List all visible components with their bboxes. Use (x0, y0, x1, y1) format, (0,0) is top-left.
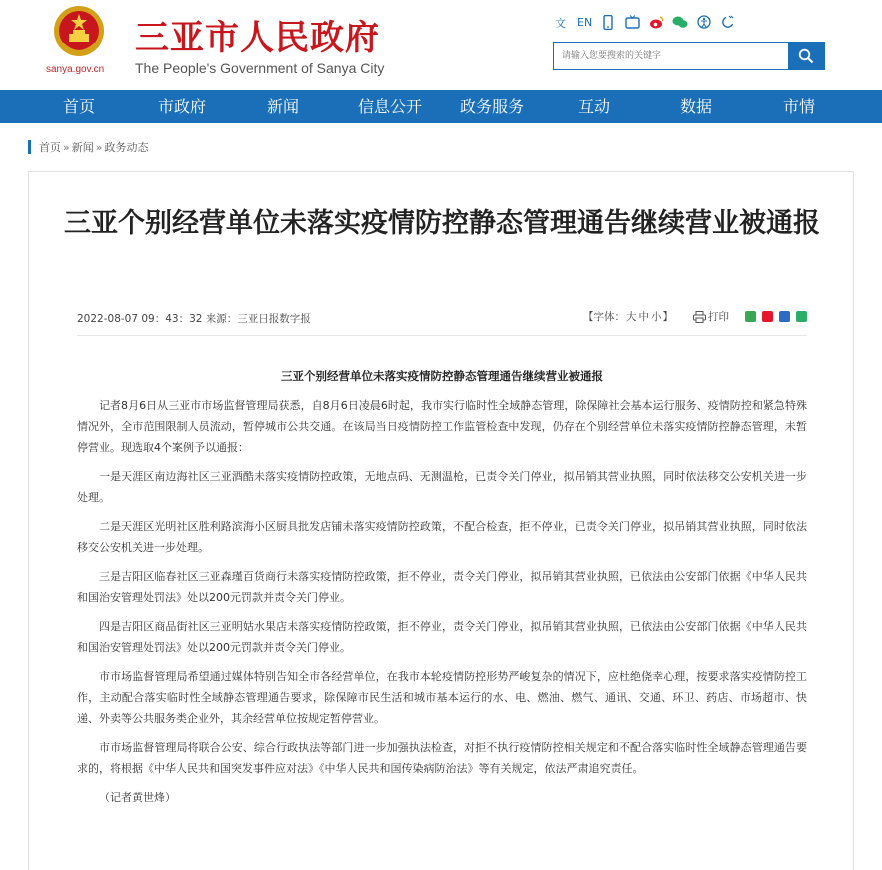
breadcrumb-marker (28, 140, 31, 154)
breadcrumb-home[interactable]: 首页 (39, 141, 61, 154)
nav-item-info-disclosure[interactable]: 信息公开 (357, 97, 422, 116)
article-tools (583, 309, 807, 324)
font-size-large[interactable]: 大 (626, 311, 637, 323)
article-paragraph: 记者8月6日从三亚市市场监督管理局获悉，自8月6日凌晨6时起，我市实行临时性全域静态管理，除保障社会基本运行服务、疫情防控和紧急特殊情况外，全市范围限制人员流动，暂停城市公共交通。在该局当日疫情防控工作监管检查中发现，仍存在个别经营单位未落实疫情防控静态管理，未暂停营业。现选取4个案例予以通报： (77, 399, 807, 454)
breadcrumb-news[interactable]: 新闻 (71, 141, 94, 154)
english-link[interactable]: EN (577, 15, 593, 29)
national-emblem-icon[interactable] (52, 4, 106, 62)
print-label: 打印 (708, 311, 729, 323)
article-paragraph: 一是天涯区南边海社区三亚酒酷未落实疫情防控政策，无地点码、无测温枪，已责令关门停业，拟吊销其营业执照，同时依法移交公安机关进一步处理。 (77, 470, 807, 504)
article-date-source (77, 311, 311, 326)
nav-item-news[interactable]: 新闻 (266, 97, 299, 116)
font-size-medium[interactable]: 中 (638, 311, 649, 323)
printer-icon (693, 311, 706, 323)
share-qzone-icon[interactable] (745, 311, 756, 322)
main-nav (0, 90, 882, 123)
article-paragraph: 二是天涯区光明社区胜利路滨海小区厨具批发店铺未落实疫情防控政策，不配合检查，拒不停业，已责令关门停业，拟吊销其营业执照，同时依法移交公安机关进一步处理。 (77, 520, 807, 554)
print-button[interactable] (693, 309, 729, 324)
article-date: 2022-08-07 09：43：32 (77, 313, 203, 325)
font-size-label: 【字体： (583, 311, 625, 323)
search-input[interactable] (554, 43, 789, 69)
nav-item-city-info[interactable]: 市情 (782, 97, 815, 116)
article-body (77, 366, 807, 808)
weibo-icon[interactable] (648, 14, 664, 30)
nav-item-home[interactable]: 首页 (62, 97, 95, 116)
site-url: sanya.gov.cn (46, 64, 105, 75)
meta-divider (77, 335, 807, 336)
article-paragraph: 市市场监督管理局将联合公安、综合行政执法等部门进一步加强执法检查，对拒不执行疫情防控相关规定和不配合落实临时性全域静态管理通告要求的，将根据《中华人民共和国突发事件应对法》《中华人民共和国传染病防治法》等有关规定，依法严肃追究责任。 (77, 741, 807, 775)
svg-text:文: 文 (554, 16, 566, 29)
site-title[interactable]: 三亚市人民政府 (135, 18, 380, 58)
nav-item-gov-services[interactable]: 政务服务 (459, 97, 524, 116)
article-paragraph: 市市场监督管理局希望通过媒体特别告知全市各经营单位，在我市本轮疫情防控形势严峻复杂的情况下，应杜绝侥幸心理，按要求落实疫情防控工作，主动配合落实临时性全域静态管理通告要求，除保障市民生活和城市基本运行的水、电、燃油、燃气、通讯、交通、环卫、药店、市场超市、快递、外卖等公共服务类企业外，其余经营单位按规定暂停营业。 (77, 670, 807, 725)
search-icon (798, 48, 814, 64)
site-header (0, 0, 882, 90)
font-size-control (583, 309, 673, 324)
wechat-icon[interactable] (672, 14, 688, 30)
article-paragraph: 四是吉阳区商品街社区三亚明姑水果店未落实疫情防控政策，拒不停业，责令关门停业，拟吊销其营业执照，已依法由公安部门依据《中华人民共和国治安管理处罚法》处以200元罚款并责令关门停业。 (77, 620, 807, 654)
nav-item-interaction[interactable]: 互动 (577, 97, 610, 116)
translate-icon[interactable] (553, 14, 569, 30)
nav-item-government[interactable]: 市政府 (157, 97, 206, 116)
breadcrumb-separator: » (63, 140, 70, 154)
search-box (553, 42, 825, 70)
font-size-end: 】 (662, 311, 673, 323)
share-renren-icon[interactable] (779, 311, 790, 322)
breadcrumb-separator: » (95, 140, 103, 154)
share-weibo-icon[interactable] (762, 311, 773, 322)
article-author: （记者黄世烽） (99, 791, 176, 804)
font-size-small[interactable]: 小 (651, 311, 662, 323)
nav-item-data[interactable]: 数据 (679, 97, 712, 116)
tv-icon[interactable] (624, 14, 640, 30)
article-meta (77, 309, 807, 327)
mobile-icon[interactable] (600, 14, 616, 30)
breadcrumb (28, 139, 148, 155)
accessibility-icon[interactable] (696, 14, 712, 30)
article-paragraph: 三是吉阳区临春社区三亚森瑾百货商行未落实疫情防控政策，拒不停业，责令关门停业，拟吊销其营业执照，已依法由公安部门依据《中华人民共和国治安管理处罚法》处以200元罚款并责令关门停业。 (77, 570, 807, 604)
article-container (28, 171, 854, 870)
article-title: 三亚个别经营单位未落实疫情防控静态管理通告继续营业被通报 (64, 208, 820, 239)
breadcrumb-current[interactable]: 政务动态 (104, 141, 149, 154)
article-source: 来源：三亚日报数字报 (205, 313, 311, 325)
search-button[interactable] (788, 43, 824, 69)
share-wechat-icon[interactable] (796, 311, 807, 322)
header-tools (553, 12, 736, 32)
elder-mode-icon[interactable] (720, 14, 736, 30)
article-subtitle: 三亚个别经营单位未落实疫情防控静态管理通告继续营业被通报 (281, 369, 603, 383)
site-subtitle: The People's Government of Sanya City (135, 60, 385, 76)
